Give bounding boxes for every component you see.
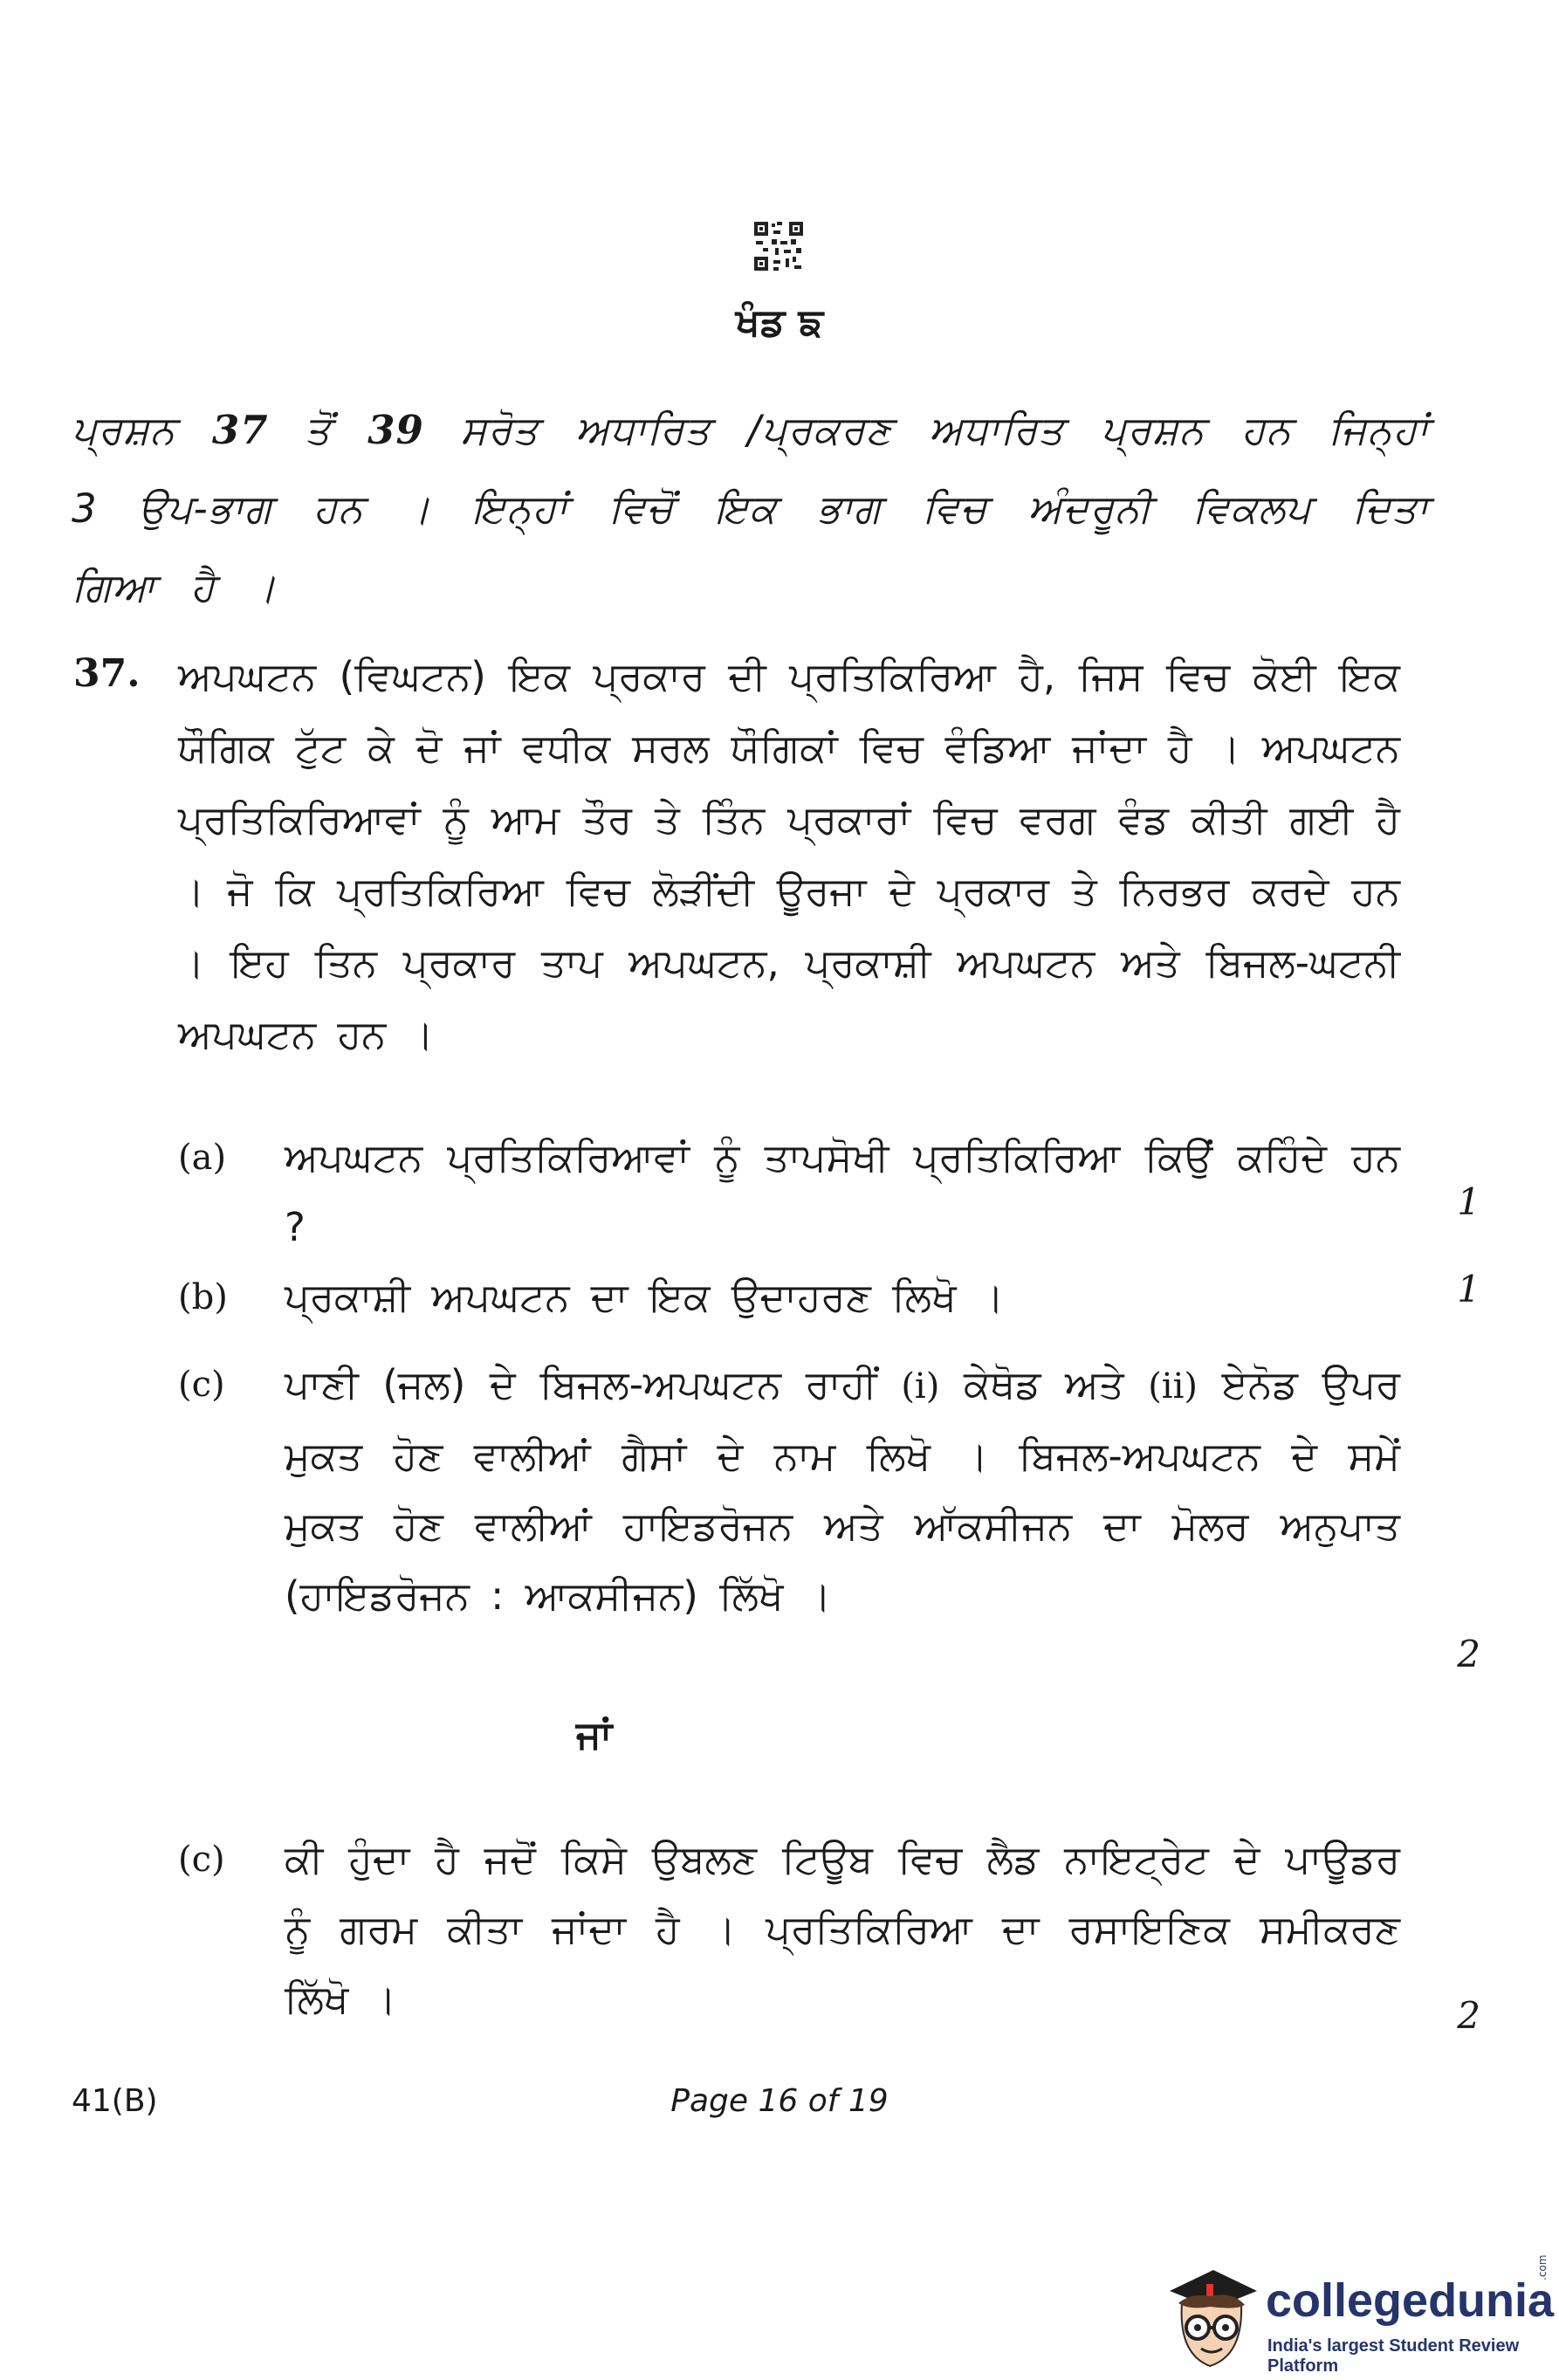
page-mid: of: [798, 2083, 848, 2119]
or-separator: ਜਾਂ: [576, 1713, 613, 1757]
qr-code-icon: [752, 220, 805, 272]
page-prefix: Page: [670, 2083, 759, 2119]
marks-value: 2: [1457, 1633, 1480, 1675]
collegedunia-watermark: [1152, 2254, 1559, 2380]
brand-domain: .com: [1536, 2254, 1549, 2280]
paper-code: 41(B): [72, 2083, 158, 2119]
sub-question-label: (c): [178, 1365, 225, 1405]
sub-question-text: ਕੀ ਹੁੰਦਾ ਹੈ ਜਦੋਂ ਕਿਸੇ ਉਬਲਣ ਟਿਊਬ ਵਿਚ ਲੈਡ ਨਾਇਟ੍ਰੇਟ ਦੇ ਪਾਊਡਰ ਨੂੰ ਗਰਮ ਕੀਤਾ ਜਾਂਦਾ ਹੈ । ਪ੍ਰਤਿਕਿਰਿਆ ਦਾ ਰਸਾਇਣਿਕ ਸਮੀਕਰਣ ਲਿੱਖੋ ।: [285, 1836, 1400, 2022]
sub-question-label: (a): [178, 1138, 227, 1178]
section-instructions: [72, 391, 1429, 627]
instructions-text-2: ਤੋਂ: [268, 407, 368, 453]
question-number: 37.: [73, 651, 141, 696]
question-passage: ਅਪਘਟਨ (ਵਿਘਟਨ) ਇਕ ਪ੍ਰਕਾਰ ਦੀ ਪ੍ਰਤਿਕਿਰਿਆ ਹੈ, ਜਿਸ ਵਿਚ ਕੋਈ ਇਕ ਯੌਗਿਕ ਟੁੱਟ ਕੇ ਦੋ ਜਾਂ ਵਧੀਕ ਸਰਲ ਯੌਗਿਕਾਂ ਵਿਚ ਵੰਡਿਆ ਜਾਂਦਾ ਹੈ । ਅਪਘਟਨ ਪ੍ਰਤਿਕਿਰਿਆਵਾਂ ਨੂੰ ਆਮ ਤੌਰ ਤੇ ਤਿੰਨ ਪ੍ਰਕਾਰਾਂ ਵਿਚ ਵਰਗ ਵੰਡ ਕੀਤੀ ਗਈ ਹੈ । ਜੋ ਕਿ ਪ੍ਰਤਿਕਿਰਿਆ ਵਿਚ ਲੋੜੀਂਦੀ ਊਰਜਾ ਦੇ ਪ੍ਰਕਾਰ ਤੇ ਨਿਰਭਰ ਕਰਦੇ ਹਨ । ਇਹ ਤਿਨ ਪ੍ਰਕਾਰ ਤਾਪ ਅਪਘਟਨ, ਪ੍ਰਕਾਸ਼ੀ ਅਪਘਟਨ ਅਤੇ ਬਿਜਲ-ਘਟਨੀ ਅਪਘਟਨ ਹਨ ।: [178, 653, 1400, 1057]
marks-value: 2: [1457, 1994, 1480, 2037]
sub-question-text: [285, 1350, 1400, 1631]
page-total: 19: [848, 2083, 889, 2119]
sub-question-text-part: ਕੇਥੋਡ ਅਤੇ: [939, 1361, 1149, 1407]
sub-question-text-part: ਪਾਣੀ (ਜਲ) ਦੇ ਬਿਜਲ-ਅਪਘਟਨ ਰਾਹੀਂ: [285, 1361, 902, 1407]
sub-question-text-part: ਏਨੋਡ ਉਪਰ ਮੁਕਤ ਹੋਣ ਵਾਲੀਆਂ ਗੈਸਾਂ ਦੇ ਨਾਮ ਲਿਖੋ । ਬਿਜਲ-ਅਪਘਟਨ ਦੇ ਸਮੇਂ ਮੁਕਤ ਹੋਣ ਵਾਲੀਆਂ ਹਾਇਡਰੋਜਨ ਅਤੇ ਆੱਕਸੀਜਨ ਦਾ ਮੋਲਰ ਅਨੁਪਾਤ (ਹਾਇਡਰੋਜਨ : ਆਕਸੀਜਨ) ਲਿੱਖੋ ।: [285, 1361, 1400, 1619]
mascot-icon: [1152, 2258, 1266, 2380]
instructions-text-1: ਪ੍ਰਸ਼ਨ: [72, 407, 212, 453]
sub-question-text: ਅਪਘਟਨ ਪ੍ਰਤਿਕਿਰਿਆਵਾਂ ਨੂੰ ਤਾਪਸੋਖੀ ਪ੍ਰਤਿਕਿਰਿਆ ਕਿਉਂ ਕਹਿੰਦੇ ਹਨ ?: [285, 1134, 1400, 1250]
page-current: 16: [758, 2083, 799, 2119]
roman-numeral-1: (i): [901, 1366, 940, 1407]
sub-question-label: (b): [178, 1277, 228, 1317]
marks-value: 1: [1457, 1268, 1480, 1310]
brand-tagline: India's largest Student Review Platform: [1267, 2336, 1520, 2376]
section-title: ਖੰਡ ਙ: [735, 300, 824, 345]
marks-value: 1: [1457, 1180, 1480, 1223]
instructions-from-number: 37: [211, 407, 269, 453]
instructions-to-number: 39: [367, 407, 424, 453]
instructions-text-3: ਸਰੋਤ ਅਧਾਰਿਤ /ਪ੍ਰਕਰਣ ਅਧਾਰਿਤ ਪ੍ਰਸ਼ਨ ਹਨ ਜਿਨ੍ਹਾਂ 3 ਉਪ-ਭਾਗ ਹਨ । ਇਨ੍ਹਾਂ ਵਿਚੋਂ ਇਕ ਭਾਗ ਵਿਚ ਅੰਦਰੂਨੀ ਵਿਕਲਪ ਦਿਤਾ ਗਿਆ ਹੈ ।: [72, 407, 1429, 610]
roman-numeral-2: (ii): [1148, 1366, 1198, 1407]
brand-name: collegedunia: [1266, 2274, 1555, 2327]
sub-question-label: (c): [178, 1840, 225, 1880]
sub-question-text: ਪ੍ਰਕਾਸ਼ੀ ਅਪਘਟਨ ਦਾ ਇਕ ਉਦਾਹਰਣ ਲਿਖੋ ।: [285, 1274, 1005, 1320]
page-number: [0, 2083, 1559, 2119]
